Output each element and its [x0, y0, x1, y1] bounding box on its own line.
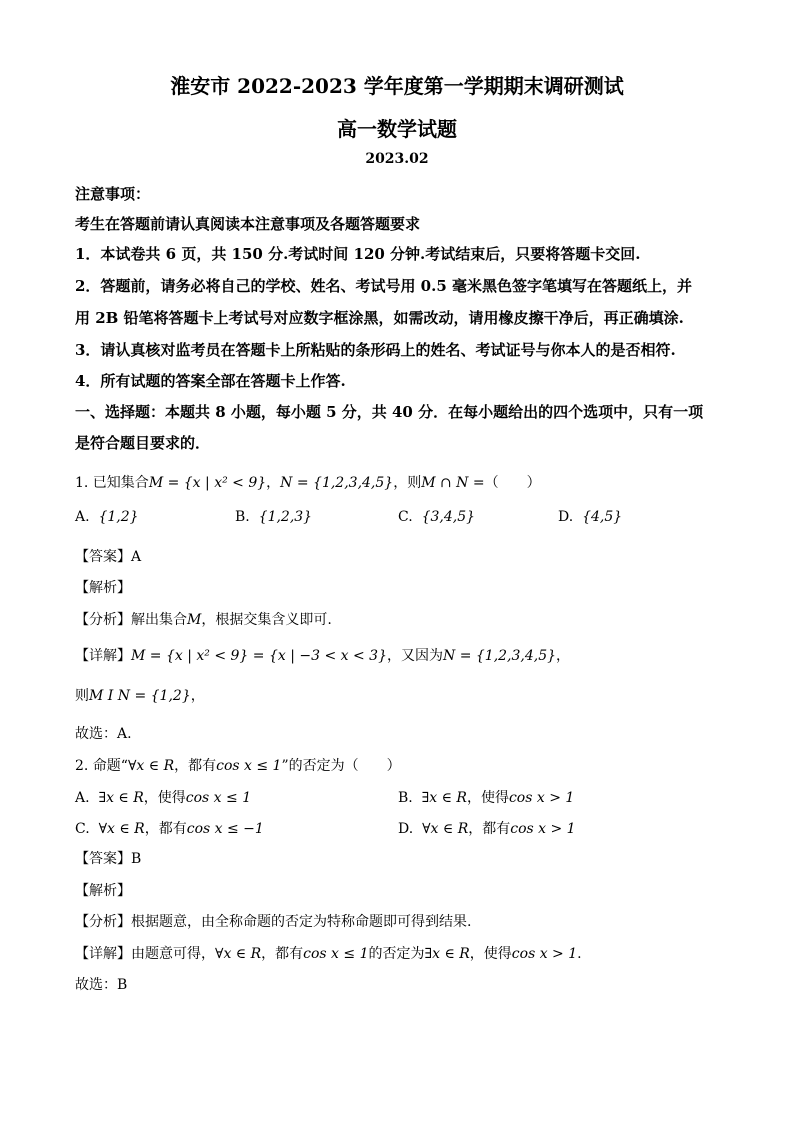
- q2-stem: 2. 命题“∀x ∈ R，都有cos x ≤ 1”的否定为（ ）: [75, 758, 401, 774]
- q1-stem: 1. 已知集合M = {x | x² < 9}，N = {1,2,3,4,5}，则M ∩ N =（ ）: [75, 475, 541, 491]
- exam-subtitle: 高一数学试题: [337, 117, 457, 141]
- notes-item-4: 4．所有试题的答案全部在答题卡上作答.: [75, 372, 346, 390]
- q1-option-d: D. {4,5}: [558, 509, 623, 525]
- notes-heading: 注意事项：: [75, 185, 151, 203]
- q1-set-n: N = {1,2,3,4,5}: [280, 475, 394, 491]
- q1-option-c: C. {3,4,5}: [398, 509, 476, 525]
- notes-item-1: 1．本试卷共 6 页，共 150 分.考试时间 120 分钟.考试结束后，只要将答题卡交回.: [75, 245, 641, 263]
- notes-item-3: 3．请认真核对监考员在答题卡上所粘贴的条形码上的姓名、考试证号与你本人的是否相符.: [75, 341, 676, 359]
- q2-answer: 【答案】B: [75, 851, 142, 867]
- q2-choose: 故选：B: [75, 977, 128, 993]
- q1-set-m: M = {x | x² < 9}: [148, 475, 267, 491]
- q1-analysis-label: 【解析】: [75, 580, 131, 596]
- q2-fenxi: 【分析】根据题意，由全称命题的否定为特称命题即可得到结果.: [75, 914, 472, 930]
- section1-line1: 一、选择题：本题共 8 小题，每小题 5 分，共 40 分．在每小题给出的四个选项中，只有一项: [75, 403, 704, 421]
- q1-option-a: A. {1,2}: [75, 509, 139, 525]
- q2-option-d: D. ∀x ∈ R，都有cos x > 1: [398, 821, 576, 837]
- notes-item-2b: 用 2B 铅笔将答题卡上考试号对应数字框涂黑，如需改动，请用橡皮擦干净后，再正确填涂.: [75, 309, 684, 327]
- q2-detail: 【详解】由题意可得，∀x ∈ R，都有cos x ≤ 1的否定为∃x ∈ R，使得cos x > 1.: [75, 946, 582, 962]
- q1-answer: 【答案】A: [75, 549, 142, 565]
- notes-intro: 考生在答题前请认真阅读本注意事项及各题答题要求: [75, 215, 421, 233]
- q1-detail: 【详解】M = {x | x² < 9} = {x | −3 < x < 3}，又因为N = {1,2,3,4,5}，: [75, 648, 571, 664]
- exam-title: 淮安市 2022-2023 学年度第一学期期末调研测试: [170, 74, 624, 98]
- exam-date: 2023.02: [365, 151, 429, 167]
- q2-option-a: A. ∃x ∈ R，使得cos x ≤ 1: [75, 790, 252, 806]
- q1-then: 则M I N = {1,2}，: [75, 688, 205, 704]
- q1-fenxi: 【分析】解出集合M，根据交集含义即可.: [75, 612, 332, 628]
- q1-intersection: M ∩ N =: [421, 475, 485, 491]
- q2-option-c: C. ∀x ∈ R，都有cos x ≤ −1: [75, 821, 264, 837]
- q2-analysis-label: 【解析】: [75, 883, 131, 899]
- section1-line2: 是符合题目要求的．: [75, 434, 211, 452]
- q2-option-b: B. ∃x ∈ R，使得cos x > 1: [398, 790, 575, 806]
- q1-choose: 故选：A.: [75, 726, 132, 742]
- notes-item-2a: 2．答题前，请务必将自己的学校、姓名、考试号用 0.5 毫米黑色签字笔填写在答题纸上，并: [75, 277, 692, 295]
- q1-option-b: B. {1,2,3}: [235, 509, 313, 525]
